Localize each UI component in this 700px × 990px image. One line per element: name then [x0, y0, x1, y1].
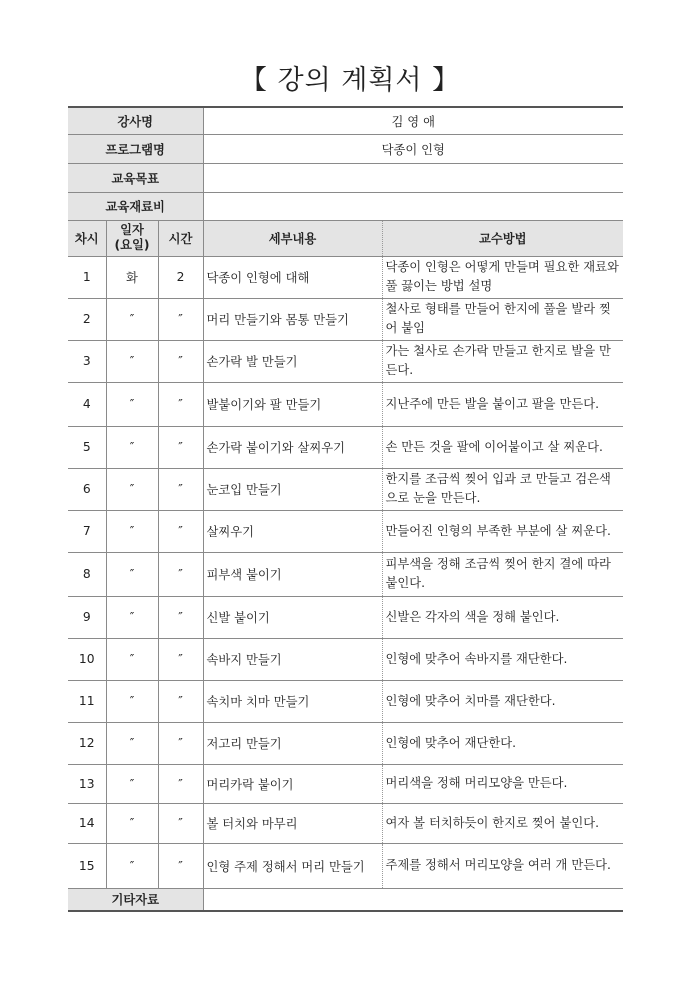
content-cell: 인형 주제 정해서 머리 만들기 [203, 843, 382, 888]
method-cell: 가는 철사로 손가락 만들고 한지로 발을 만든다. [382, 340, 623, 382]
day-cell: ″ [106, 382, 158, 426]
day-cell: 화 [106, 256, 158, 298]
method-cell: 머리색을 정해 머리모양을 만든다. [382, 764, 623, 803]
hours-cell: 2 [158, 256, 203, 298]
instructor-label: 강사명 [68, 107, 203, 134]
hours-cell: ″ [158, 638, 203, 680]
hours-cell: ″ [158, 468, 203, 510]
schedule-row [68, 552, 623, 596]
material-row [68, 192, 623, 220]
content-cell: 눈코입 만들기 [203, 468, 382, 510]
content-cell: 닥종이 인형에 대해 [203, 256, 382, 298]
header-session: 차시 [68, 220, 106, 256]
hours-cell: ″ [158, 764, 203, 803]
method-cell: 한지를 조금씩 찢어 입과 코 만들고 검은색으로 눈을 만든다. [382, 468, 623, 510]
day-cell: ″ [106, 843, 158, 888]
method-cell: 여자 볼 터치하듯이 한지로 찢어 붙인다. [382, 803, 623, 843]
day-cell: ″ [106, 426, 158, 468]
schedule-row [68, 468, 623, 510]
method-cell: 손 만든 것을 팔에 이어붙이고 살 찌운다. [382, 426, 623, 468]
day-cell: ″ [106, 340, 158, 382]
content-cell: 속바지 만들기 [203, 638, 382, 680]
day-cell: ″ [106, 552, 158, 596]
session-cell: 11 [68, 680, 106, 722]
footer-label: 기타자료 [68, 888, 203, 911]
content-cell: 살찌우기 [203, 510, 382, 552]
method-cell: 인형에 맞추어 속바지를 재단한다. [382, 638, 623, 680]
method-cell: 인형에 맞추어 치마를 재단한다. [382, 680, 623, 722]
method-cell: 인형에 맞추어 재단한다. [382, 722, 623, 764]
session-cell: 2 [68, 298, 106, 340]
session-cell: 9 [68, 596, 106, 638]
session-cell: 7 [68, 510, 106, 552]
session-cell: 10 [68, 638, 106, 680]
day-cell: ″ [106, 764, 158, 803]
day-cell: ″ [106, 510, 158, 552]
hours-cell: ″ [158, 510, 203, 552]
schedule-row [68, 638, 623, 680]
session-cell: 8 [68, 552, 106, 596]
method-cell: 피부색을 정해 조금씩 찢어 한지 결에 따라 붙인다. [382, 552, 623, 596]
schedule-row [68, 256, 623, 298]
content-cell: 머리카락 붙이기 [203, 764, 382, 803]
content-cell: 신발 붙이기 [203, 596, 382, 638]
schedule-row [68, 340, 623, 382]
method-cell: 만들어진 인형의 부족한 부분에 살 찌운다. [382, 510, 623, 552]
goal-row [68, 163, 623, 192]
instructor-row [68, 107, 623, 134]
header-content: 세부내용 [203, 220, 382, 256]
content-cell: 속치마 치마 만들기 [203, 680, 382, 722]
page-title: 【 강의 계획서 】 [239, 65, 461, 96]
day-cell: ″ [106, 468, 158, 510]
schedule-row [68, 596, 623, 638]
hours-cell: ″ [158, 803, 203, 843]
header-time: 시간 [158, 220, 203, 256]
day-cell: ″ [106, 596, 158, 638]
content-cell: 머리 만들기와 몸통 만들기 [203, 298, 382, 340]
schedule-row [68, 510, 623, 552]
hours-cell: ″ [158, 596, 203, 638]
schedule-row [68, 843, 623, 888]
day-cell: ″ [106, 298, 158, 340]
method-cell: 신발은 각자의 색을 정해 붙인다. [382, 596, 623, 638]
header-date: 일자 (요일) [106, 220, 158, 256]
session-cell: 15 [68, 843, 106, 888]
method-cell: 철사로 형태를 만들어 한지에 풀을 발라 찢어 붙임 [382, 298, 623, 340]
session-cell: 4 [68, 382, 106, 426]
material-value [203, 192, 623, 220]
day-cell: ″ [106, 680, 158, 722]
method-cell: 닥종이 인형은 어떻게 만들며 필요한 재료와 풀 끓이는 방법 설명 [382, 256, 623, 298]
hours-cell: ″ [158, 340, 203, 382]
content-cell: 볼 터치와 마무리 [203, 803, 382, 843]
lecture-plan-table [68, 106, 623, 912]
session-cell: 3 [68, 340, 106, 382]
schedule-row [68, 426, 623, 468]
content-cell: 손가락 붙이기와 살찌우기 [203, 426, 382, 468]
session-cell: 1 [68, 256, 106, 298]
session-cell: 12 [68, 722, 106, 764]
content-cell: 저고리 만들기 [203, 722, 382, 764]
schedule-row [68, 680, 623, 722]
program-label: 프로그램명 [68, 134, 203, 163]
schedule-row [68, 803, 623, 843]
goal-value [203, 163, 623, 192]
method-cell: 주제를 정해서 머리모양을 여러 개 만든다. [382, 843, 623, 888]
session-cell: 13 [68, 764, 106, 803]
day-cell: ″ [106, 803, 158, 843]
content-cell: 손가락 발 만들기 [203, 340, 382, 382]
footer-row [68, 888, 623, 911]
schedule-row [68, 722, 623, 764]
hours-cell: ″ [158, 298, 203, 340]
program-row [68, 134, 623, 163]
day-cell: ″ [106, 638, 158, 680]
program-value: 닥종이 인형 [203, 134, 623, 163]
content-cell: 피부색 붙이기 [203, 552, 382, 596]
material-label: 교육재료비 [68, 192, 203, 220]
hours-cell: ″ [158, 382, 203, 426]
hours-cell: ″ [158, 426, 203, 468]
method-cell: 지난주에 만든 발을 붙이고 팔을 만든다. [382, 382, 623, 426]
footer-value [203, 888, 623, 911]
goal-label: 교육목표 [68, 163, 203, 192]
header-row [68, 220, 623, 256]
hours-cell: ″ [158, 722, 203, 764]
header-method: 교수방법 [382, 220, 623, 256]
hours-cell: ″ [158, 843, 203, 888]
day-cell: ″ [106, 722, 158, 764]
hours-cell: ″ [158, 552, 203, 596]
session-cell: 5 [68, 426, 106, 468]
instructor-value: 김 영 애 [203, 107, 623, 134]
schedule-row [68, 298, 623, 340]
schedule-row [68, 382, 623, 426]
hours-cell: ″ [158, 680, 203, 722]
session-cell: 6 [68, 468, 106, 510]
schedule-row [68, 764, 623, 803]
session-cell: 14 [68, 803, 106, 843]
content-cell: 발붙이기와 팔 만들기 [203, 382, 382, 426]
